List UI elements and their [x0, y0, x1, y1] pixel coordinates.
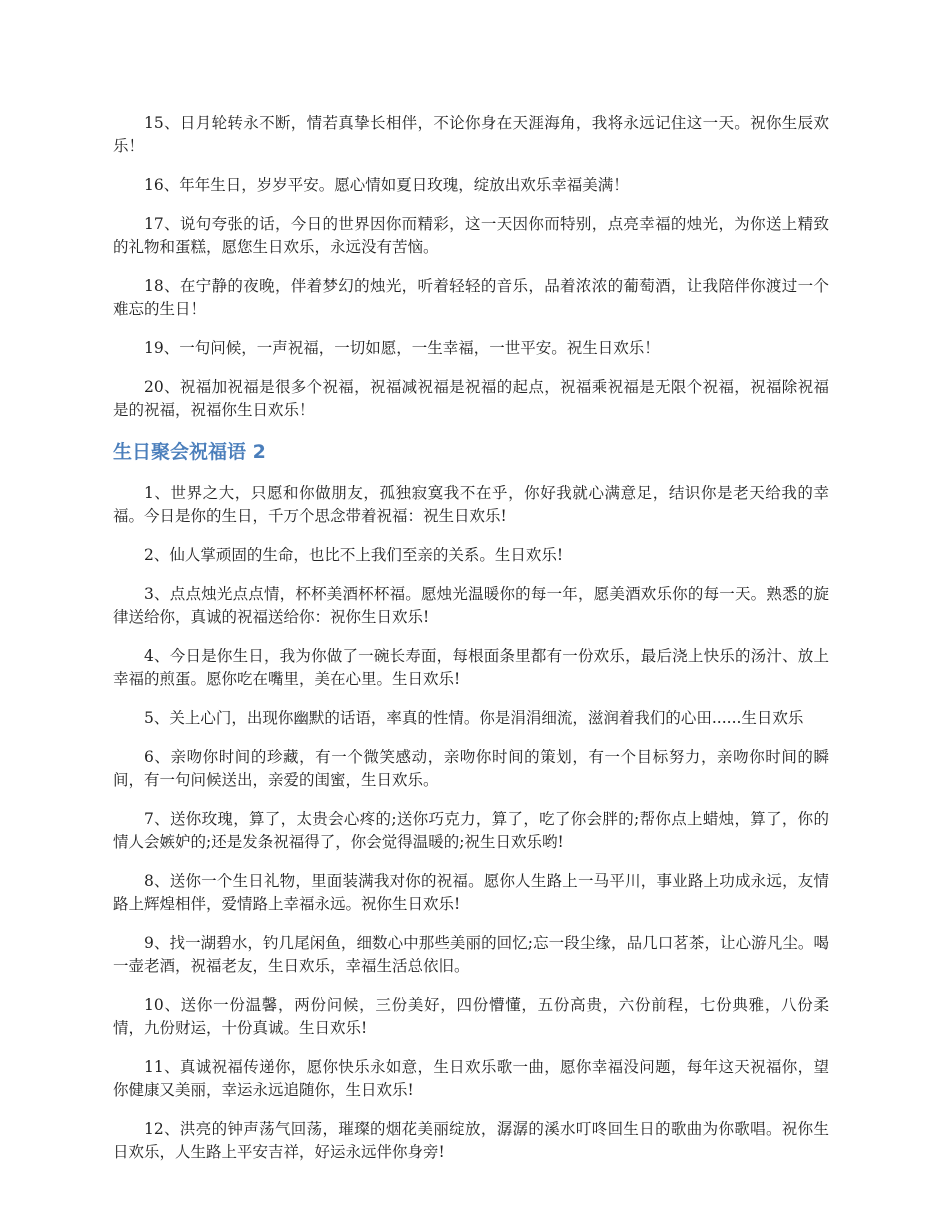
paragraph-s2-5: 5、关上心门，出现你幽默的话语，率真的性情。你是涓涓细流，滋润着我们的心田......生日欢乐	[144, 709, 804, 727]
paragraph-s2-12: 12、洪亮的钟声荡气回荡，璀璨的烟花美丽绽放，潺潺的溪水叮咚回生日的歌曲为你歌唱。祝你生日欢乐，人生路上平安吉祥，好运永远伴你身旁!	[113, 1120, 829, 1161]
paragraph-s2-7: 7、送你玫瑰，算了，太贵会心疼的;送你巧克力，算了，吃了你会胖的;帮你点上蜡烛，算了，你的情人会嫉妒的;还是发条祝福得了，你会觉得温暖的;祝生日欢乐哟!	[113, 810, 829, 851]
paragraph-s2-8: 8、送你一个生日礼物，里面装满我对你的祝福。愿你人生路上一马平川，事业路上功成永远，友情路上辉煌相伴，爱情路上幸福永远。祝你生日欢乐!	[113, 872, 829, 913]
paragraph-s2-2: 2、仙人掌顽固的生命，也比不上我们至亲的关系。生日欢乐!	[144, 546, 564, 564]
paragraph-19: 19、一句问候，一声祝福，一切如愿，一生幸福，一世平安。祝生日欢乐！	[144, 339, 660, 357]
paragraph-s2-4: 4、今日是你生日，我为你做了一碗长寿面，每根面条里都有一份欢乐，最后浇上快乐的汤汁、放上幸福的煎蛋。愿你吃在嘴里，美在心里。生日欢乐!	[113, 647, 829, 688]
paragraph-s2-3: 3、点点烛光点点情，杯杯美酒杯杯福。愿烛光温暖你的每一年，愿美酒欢乐你的每一天。熟悉的旋律送给你，真诚的祝福送给你：祝你生日欢乐!	[113, 585, 829, 626]
paragraph-s2-1: 1、世界之大，只愿和你做朋友，孤独寂寞我不在乎，你好我就心满意足，结识你是老天给我的幸福。今日是你的生日，千万个思念带着祝福：祝生日欢乐!	[113, 484, 829, 525]
paragraph-s2-9: 9、找一湖碧水，钓几尾闲鱼，细数心中那些美丽的回忆;忘一段尘缘，品几口茗茶，让心游凡尘。喝一壶老酒，祝福老友，生日欢乐，幸福生活总依旧。	[113, 934, 829, 975]
paragraph-16: 16、年年生日，岁岁平安。愿心情如夏日玫瑰，绽放出欢乐幸福美满！	[144, 176, 629, 194]
paragraph-s2-6: 6、亲吻你时间的珍藏，有一个微笑感动，亲吻你时间的策划，有一个目标努力，亲吻你时间的瞬间，有一句问候送出，亲爱的闺蜜，生日欢乐。	[113, 748, 829, 789]
paragraph-17: 17、说句夸张的话，今日的世界因你而精彩，这一天因你而特别，点亮幸福的烛光，为你送上精致的礼物和蛋糕，愿您生日欢乐，永远没有苦恼。	[113, 215, 829, 256]
document-page	[113, 112, 829, 1180]
paragraph-18: 18、在宁静的夜晚，伴着梦幻的烛光，听着轻轻的音乐，品着浓浓的葡萄酒，让我陪伴你渡过一个难忘的生日！	[113, 277, 829, 318]
paragraph-20: 20、祝福加祝福是很多个祝福，祝福减祝福是祝福的起点，祝福乘祝福是无限个祝福，祝福除祝福是的祝福，祝福你生日欢乐！	[113, 378, 829, 419]
section-heading: 生日聚会祝福语 2	[113, 441, 266, 463]
paragraph-s2-11: 11、真诚祝福传递你，愿你快乐永如意，生日欢乐歌一曲，愿你幸福没问题，每年这天祝福你，望你健康又美丽，幸运永远追随你，生日欢乐!	[113, 1058, 829, 1099]
paragraph-s2-10: 10、送你一份温馨，两份问候，三份美好，四份懵懂，五份高贵，六份前程，七份典雅，八份柔情，九份财运，十份真诚。生日欢乐!	[113, 996, 829, 1037]
paragraph-15: 15、日月轮转永不断，情若真挚长相伴，不论你身在天涯海角，我将永远记住这一天。祝你生辰欢乐！	[113, 114, 829, 155]
